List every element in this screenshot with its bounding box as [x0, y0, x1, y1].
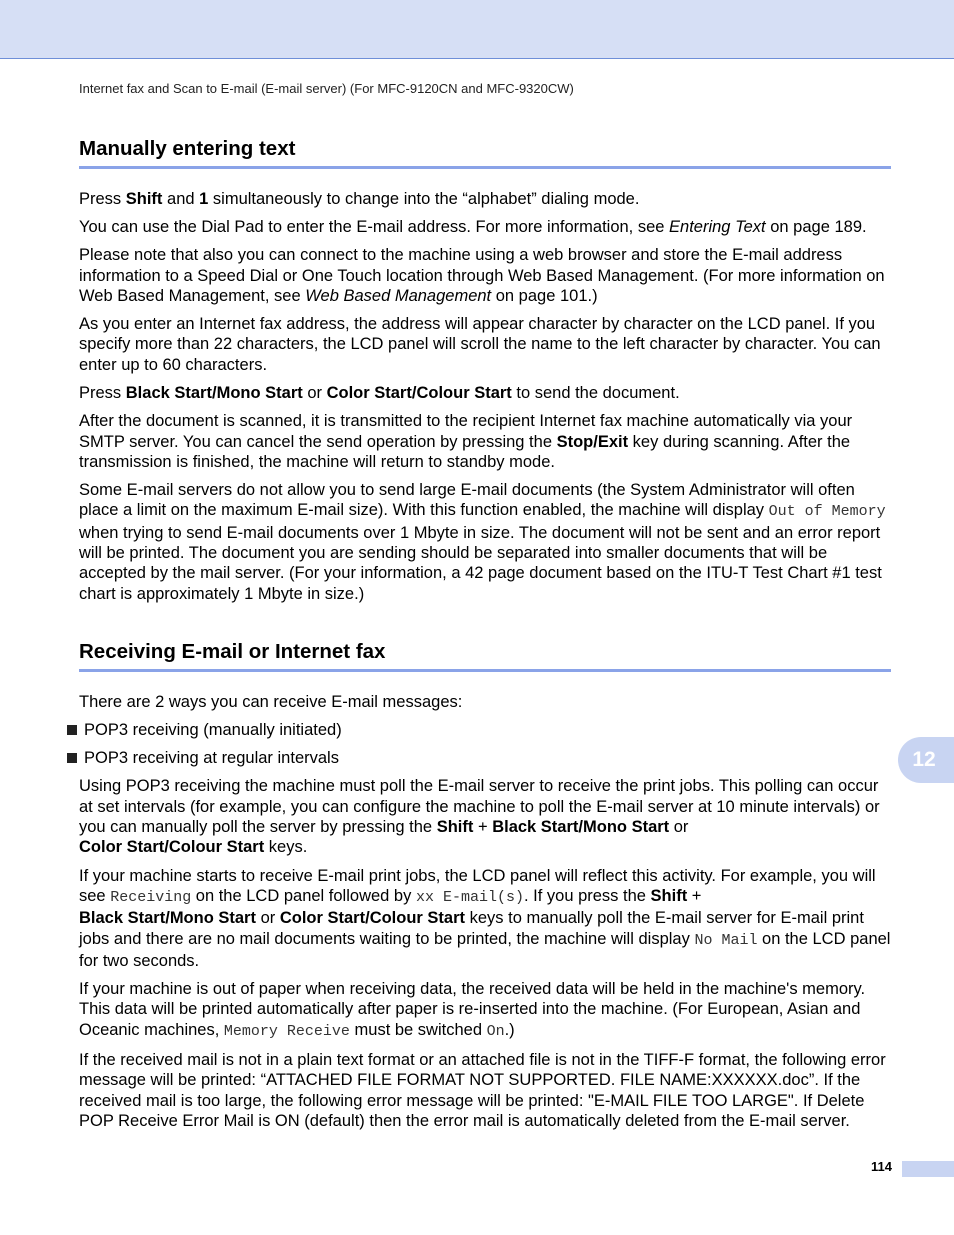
section-heading-receiving-email: Receiving E-mail or Internet fax [79, 639, 891, 672]
paragraph: If your machine starts to receive E-mail print jobs, the LCD panel will reflect this activity. For example, you will see Receiving on the LCD panel followed by xx E-mail(s). If you press the Shift + Black Start/Mono Start or Color Start/Colour Start keys to manually poll the E-mail server for E-mail print jobs and there are no mail documents waiting to be printed, the machine will display No Mail on the LCD panel for two seconds. [79, 866, 891, 970]
lcd-message: No Mail [694, 931, 758, 949]
bullet-list [79, 720, 891, 769]
chapter-tab: 12 [898, 737, 954, 783]
paragraph: Press Black Start/Mono Start or Color Start/Colour Start to send the document. [79, 384, 680, 402]
lcd-message: Receiving [110, 888, 192, 906]
page-number-bar [902, 1161, 954, 1177]
paragraph: If the received mail is not in a plain text format or an attached file is not in the TIFF-F format, the following error message will be printed: “ATTACHED FILE FORMAT NOT SUPPORTED. FILE NAME:XXXXXX.doc”. If the received mail is too large, the following error message will be printed: "E-MAIL FILE TOO LARGE". If Delete POP Receive Error Mail is ON (default) then the error mail is automatically deleted from the E-mail server. [79, 1051, 886, 1130]
square-bullet-icon [67, 725, 77, 735]
cross-reference: Entering Text [669, 217, 766, 236]
running-header: Internet fax and Scan to E-mail (E-mail server) (For MFC-9120CN and MFC-9320CW) [79, 81, 574, 96]
page-content [79, 136, 891, 1139]
list-item: POP3 receiving at regular intervals [62, 748, 874, 768]
paragraph: Some E-mail servers do not allow you to send large E-mail documents (the System Administrator will often place a limit on the maximum E-mail size). With this function enabled, the machine will display Out of Memory when trying to send E-mail documents over 1 Mbyte in size. The document will not be sent and an error report will be printed. The document you are sending should be separated into smaller documents that will be accepted by the mail server. (For your information, a 42 page document based on the ITU-T Test Chart #1 test chart is approximately 1 Mbyte in size.) [79, 481, 886, 603]
list-item: POP3 receiving (manually initiated) [62, 720, 874, 740]
lcd-message: Out of Memory [768, 503, 886, 521]
section-heading-manually-entering-text: Manually entering text [79, 136, 891, 169]
paragraph: There are 2 ways you can receive E-mail messages: [79, 692, 463, 711]
lcd-message: On [486, 1022, 505, 1040]
paragraph: As you enter an Internet fax address, the address will appear character by character on the LCD panel. If you specify more than 22 characters, the LCD panel will scroll the name to the left character by character. You can enter up to 60 characters. [79, 315, 881, 374]
lcd-message: Memory Receive [223, 1022, 350, 1040]
paragraph: Using POP3 receiving the machine must poll the E-mail server to receive the print jobs. This polling can occur at set intervals (for example, you can configure the machine to poll the E-mail server at 10 minute intervals) or you can manually poll the server by pressing the Shift + Black Start/Mono Start or Color Start/Colour Start keys. [79, 777, 880, 857]
paragraph: If your machine is out of paper when receiving data, the received data will be held in the machine's memory. This data will be printed automatically after paper is re-inserted into the machine. (For European, Asian and Oceanic machines, Memory Receive must be switched On.) [79, 980, 866, 1040]
top-band [0, 0, 954, 59]
square-bullet-icon [67, 753, 77, 763]
paragraph: After the document is scanned, it is transmitted to the recipient Internet fax machine automatically via your SMTP server. You can cancel the send operation by pressing the Stop/Exit key during scanning. After the transmission is finished, the machine will return to standby mode. [79, 412, 853, 471]
page-number: 114 [871, 1159, 892, 1174]
lcd-message: xx E-mail(s) [415, 888, 524, 906]
paragraph: Press Shift and 1 simultaneously to change into the “alphabet” dialing mode. [79, 189, 640, 208]
cross-reference: Web Based Management [305, 286, 492, 305]
paragraph: You can use the Dial Pad to enter the E-mail address. For more information, see Entering Text on page 189. [79, 217, 867, 236]
paragraph: Please note that also you can connect to the machine using a web browser and store the E-mail address information to a Speed Dial or One Touch location through Web Based Management. (For more information on Web Based Management, see Web Based Management on page 101.) [79, 246, 885, 305]
